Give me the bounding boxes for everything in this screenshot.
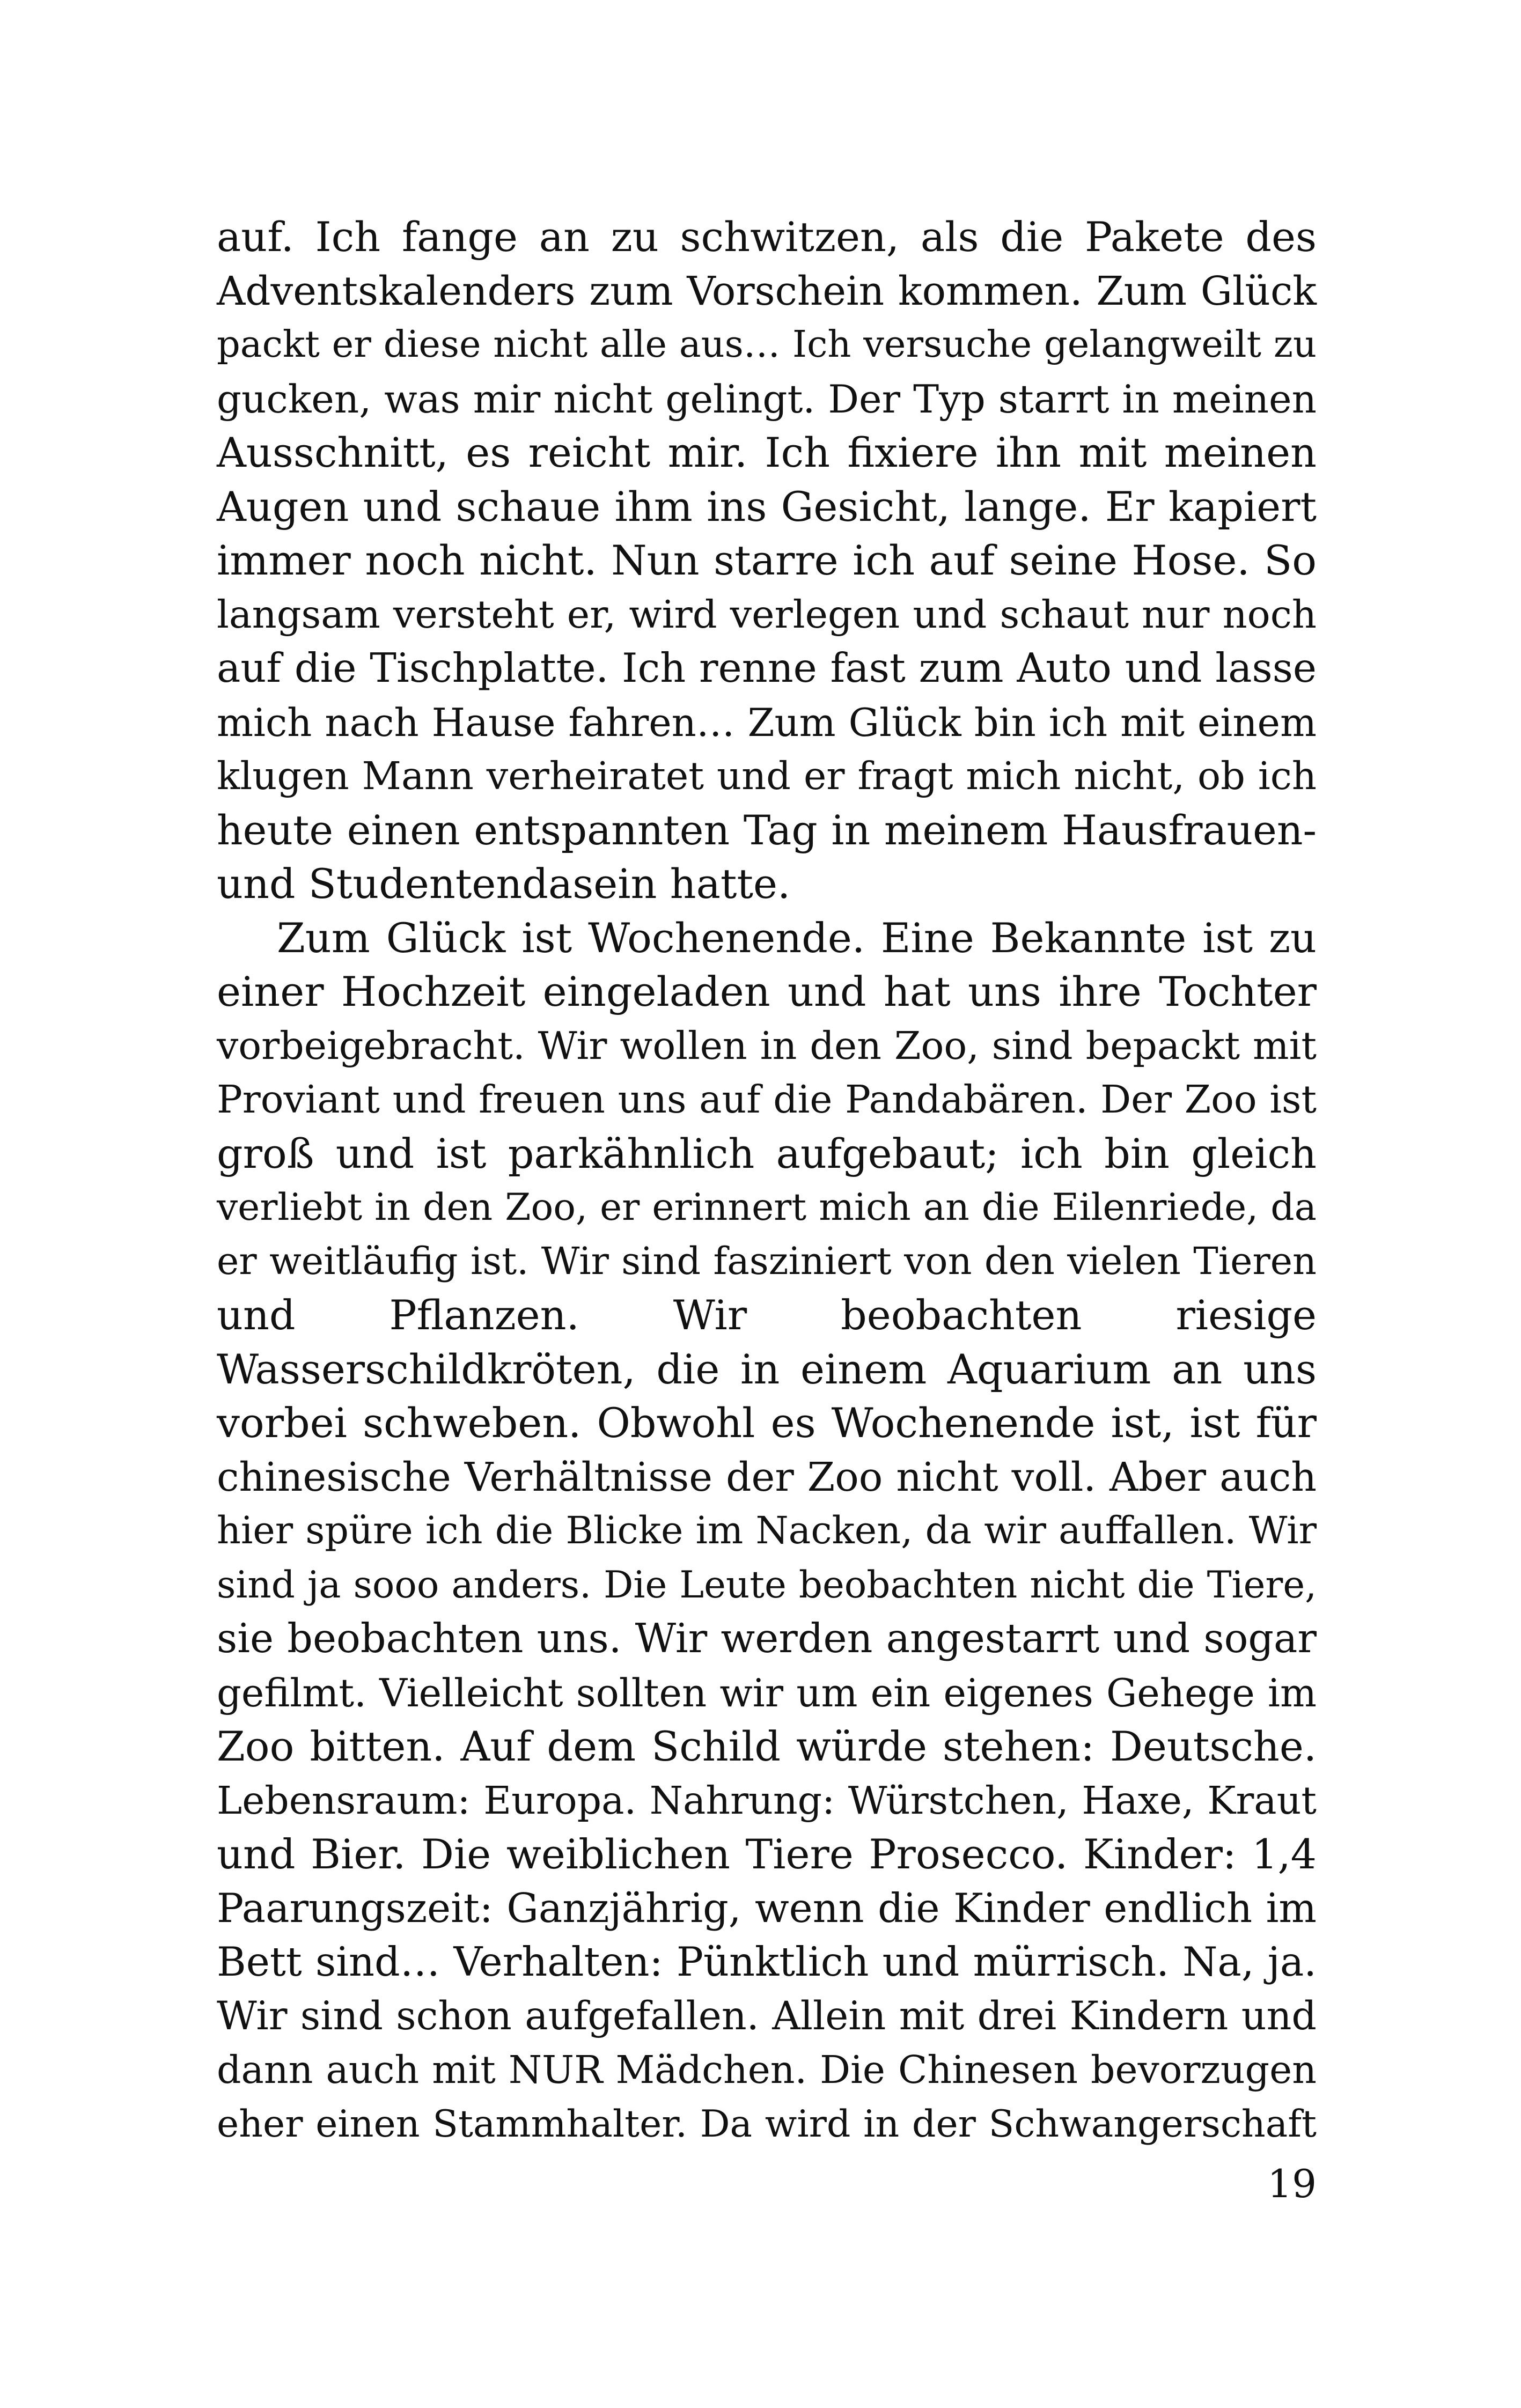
- page-number: 19: [1267, 2161, 1317, 2206]
- text-line: mich nach Hause fahren… Zum Glück bin ich mit einem: [217, 699, 1317, 745]
- text-line: Ausschnitt, es reicht mir. Ich fixiere ihn mit meinen: [217, 429, 1317, 476]
- text-line: gucken, was mir nicht gelingt. Der Typ starrt in meinen: [217, 376, 1317, 422]
- text-line: Bett sind… Verhalten: Pünktlich und mürrisch. Na, ja.: [217, 1939, 1317, 1985]
- text-line: gefilmt. Vielleicht sollten wir um ein eigenes Gehege im: [217, 1670, 1317, 1715]
- text-line: klugen Mann verheiratet und er fragt mich nicht, ob ich: [217, 754, 1317, 798]
- text-line: und Pflanzen. Wir beobachten riesige: [217, 1291, 1317, 1339]
- text-line: chinesische Verhältnisse der Zoo nicht voll. Aber auch: [217, 1454, 1317, 1500]
- text-line: Proviant und freuen uns auf die Pandabären. Der Zoo ist: [217, 1077, 1317, 1122]
- paragraph-2: [217, 911, 1317, 2152]
- text-line: und Studentendasein hatte.: [217, 860, 791, 908]
- text-line: sind ja sooo anders. Die Leute beobachten nicht die Tiere,: [217, 1563, 1317, 1607]
- text-line: Zum Glück ist Wochenende. Eine Bekannte ist zu: [277, 914, 1317, 962]
- text-line: langsam versteht er, wird verlegen und schaut nur noch: [217, 592, 1317, 637]
- text-line: Wir sind schon aufgefallen. Allein mit drei Kindern und: [217, 1993, 1317, 2039]
- text-line: eher einen Stammhalter. Da wird in der Schwangerschaft: [217, 2102, 1317, 2146]
- text-line: Adventskalenders zum Vorschein kommen. Zum Glück: [217, 268, 1317, 314]
- text-line: heute einen entspannten Tag in meinem Hausfrauen-: [217, 806, 1317, 854]
- text-line: hier spüre ich die Blicke im Nacken, da wir auffallen. Wir: [217, 1509, 1317, 1552]
- text-line: vorbeigebracht. Wir wollen in den Zoo, sind bepackt mit: [217, 1023, 1317, 1068]
- text-line: Wasserschildkröten, die in einem Aquarium an uns: [217, 1345, 1317, 1393]
- text-line: auf die Tischplatte. Ich renne fast zum Auto und lasse: [217, 645, 1317, 691]
- text-line: packt er diese nicht alle aus… Ich versuche gelangweilt zu: [217, 323, 1317, 366]
- text-line: einer Hochzeit eingeladen und hat uns ihre Tochter: [217, 968, 1317, 1015]
- text-line: sie beobachten uns. Wir werden angestarrt und sogar: [217, 1615, 1317, 1662]
- text-line: groß und ist parkähnlich aufgebaut; ich bin gleich: [217, 1129, 1317, 1177]
- text-line: Paarungszeit: Ganzjährig, wenn die Kinder endlich im: [217, 1884, 1317, 1932]
- paragraph-1: [217, 210, 1317, 911]
- text-line: immer noch nicht. Nun starre ich auf seine Hose. So: [217, 536, 1317, 584]
- text-line: Lebensraum: Europa. Nahrung: Würstchen, Haxe, Kraut: [217, 1778, 1317, 1823]
- body-text: [217, 210, 1317, 2151]
- text-line: Zoo bitten. Auf dem Schild würde stehen: Deutsche.: [217, 1722, 1317, 1770]
- text-line: und Bier. Die weiblichen Tiere Prosecco. Kinder: 1,4: [217, 1830, 1317, 1878]
- text-line: verliebt in den Zoo, er erinnert mich an die Eilenriede, da: [217, 1186, 1317, 1229]
- text-line: vorbei schweben. Obwohl es Wochenende ist, ist für: [217, 1399, 1317, 1447]
- text-line: auf. Ich fange an zu schwitzen, als die Pakete des: [217, 213, 1317, 261]
- text-line: dann auch mit NUR Mädchen. Die Chinesen bevorzugen: [217, 2048, 1317, 2092]
- text-line: er weitläufig ist. Wir sind fasziniert von den vielen Tieren: [217, 1239, 1317, 1283]
- text-line: Augen und schaue ihm ins Gesicht, lange. Er kapiert: [217, 482, 1317, 531]
